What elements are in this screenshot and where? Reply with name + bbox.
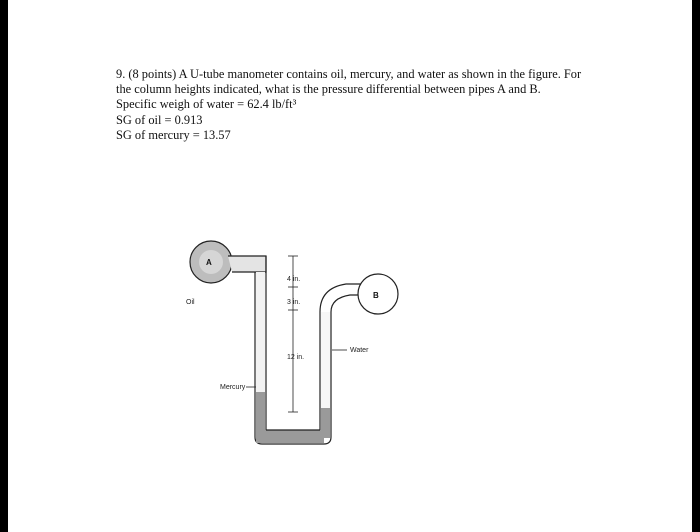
manometer-diagram	[176, 232, 416, 452]
problem-intro: 9. (8 points) A U-tube manometer contains oil, mercury, and water as shown in the figure. For the column heights indicated, what is the pressure differential between pipes A and B.	[116, 67, 582, 97]
water-label: Water	[350, 347, 369, 354]
dim-4in-label: 4 in.	[287, 276, 301, 283]
oil-connector	[228, 256, 266, 272]
mercury-label: Mercury	[220, 384, 246, 391]
dim-12in-label: 12 in.	[287, 354, 305, 361]
mercury-bottom	[256, 430, 324, 443]
water-specific-weight: Specific weigh of water = 62.4 lb/ft³	[116, 97, 297, 112]
mercury-specific-gravity: SG of mercury = 13.57	[116, 127, 231, 142]
manometer-figure	[176, 232, 416, 452]
pipe-a-label: A	[206, 258, 212, 267]
oil-label: Oil	[186, 299, 195, 306]
pipe-b-label: B	[373, 291, 379, 300]
mercury-right	[321, 408, 330, 438]
water-column	[321, 312, 330, 408]
document-page	[8, 0, 692, 532]
problem-statement	[116, 67, 596, 143]
dim-3in-label: 3 in.	[287, 299, 301, 306]
oil-specific-gravity: SG of oil = 0.913	[116, 112, 203, 127]
oil-column	[256, 272, 265, 392]
